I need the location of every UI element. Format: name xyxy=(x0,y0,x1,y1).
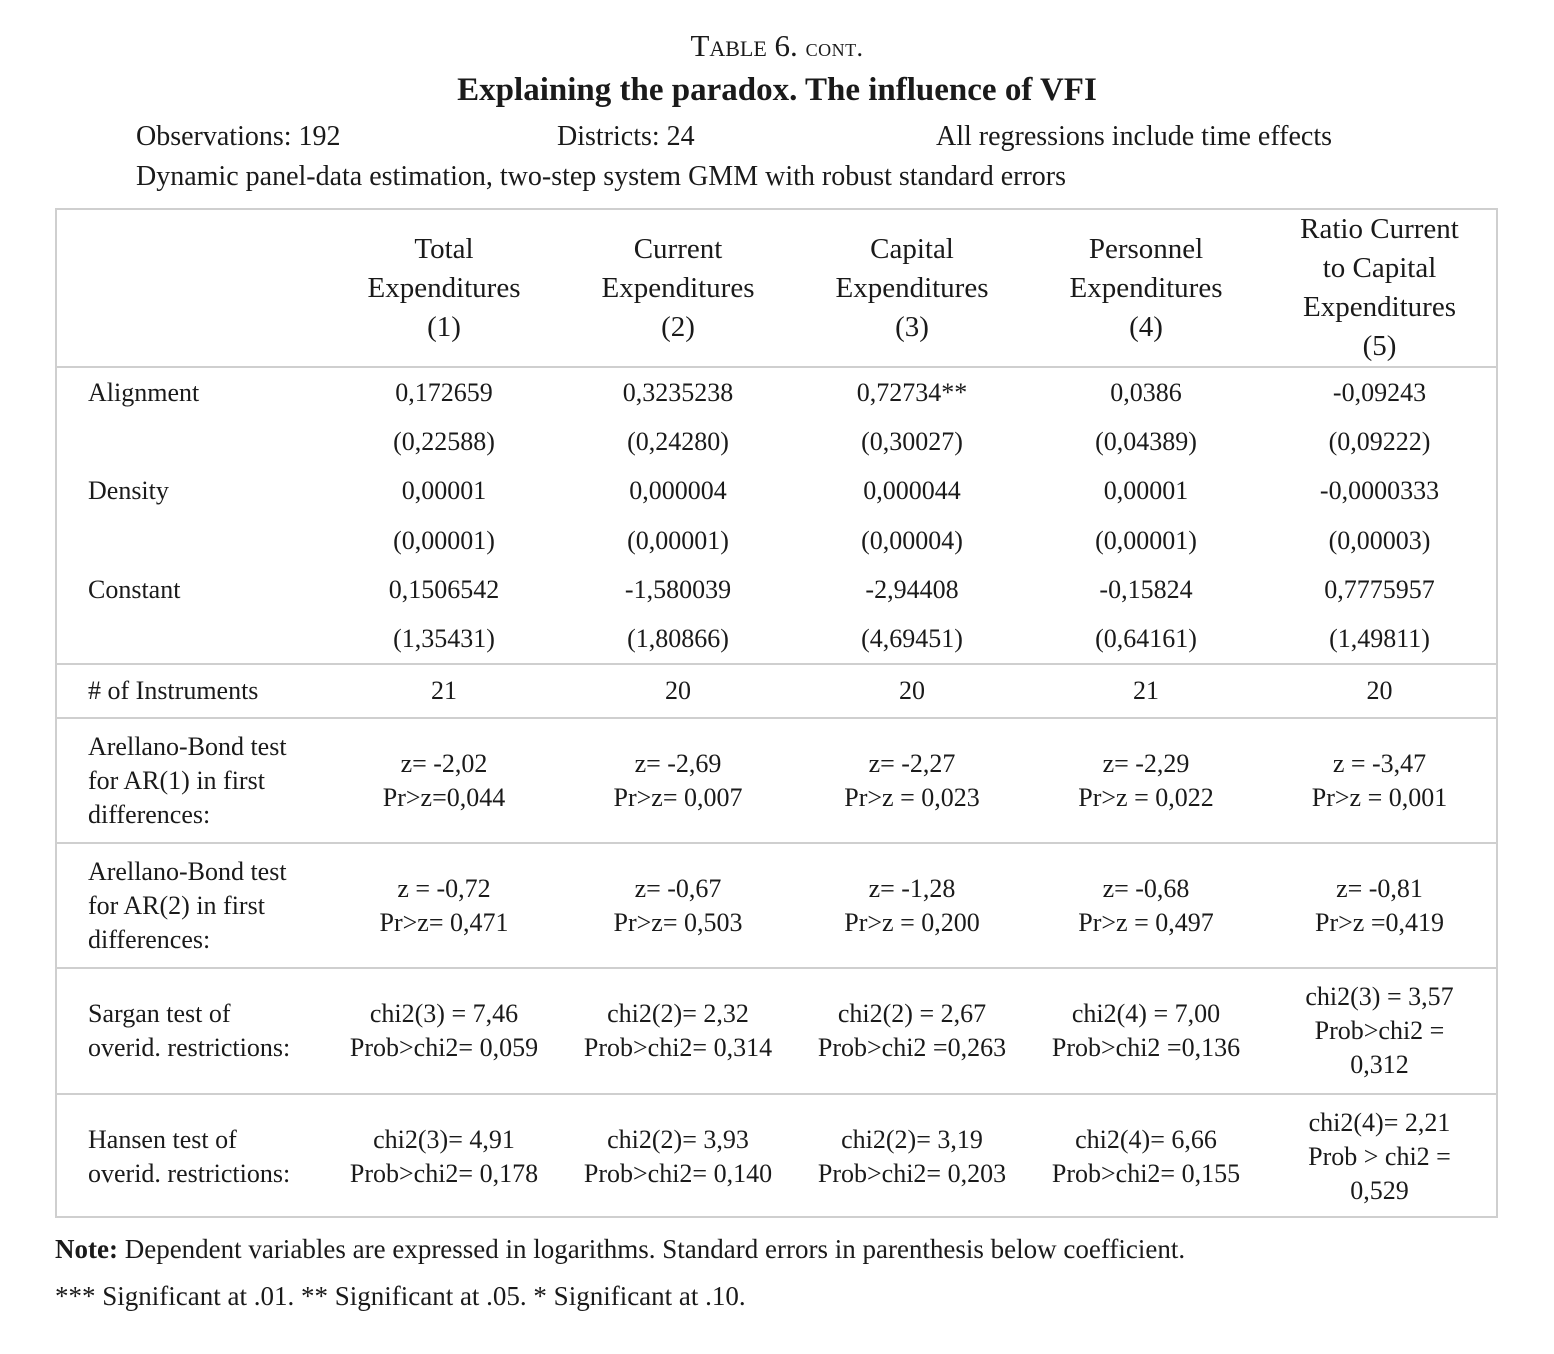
test-line: chi2(4) = 7,00 xyxy=(1071,999,1221,1028)
column-header-line: (5) xyxy=(1362,330,1397,362)
test-line: z= -2,69 xyxy=(634,748,722,778)
table-row-density-se xyxy=(57,516,1496,565)
table-row-density xyxy=(57,466,1496,516)
column-header-line: (4) xyxy=(1129,310,1163,343)
coef-cell: 0,7775957 xyxy=(1324,575,1435,604)
test-cell xyxy=(561,718,795,843)
row-label xyxy=(57,1094,327,1219)
test-cell xyxy=(1029,1094,1263,1219)
row-label-line: Arellano-Bond test xyxy=(88,856,287,886)
column-header-current xyxy=(561,210,795,367)
test-line: z= -1,28 xyxy=(868,873,956,903)
se-cell: (0,64161) xyxy=(1029,615,1263,664)
test-line: Prob > chi2 = xyxy=(1308,1142,1451,1171)
column-header-ratio xyxy=(1263,210,1496,367)
test-line: Pr>z = 0,497 xyxy=(1078,907,1214,937)
test-line: Prob>chi2= 0,178 xyxy=(349,1159,539,1188)
test-cell xyxy=(795,843,1029,968)
column-header-total xyxy=(327,210,561,367)
table-row-instruments xyxy=(57,664,1496,718)
test-cell xyxy=(1029,718,1263,843)
row-label-line: Arellano-Bond test xyxy=(88,731,287,761)
table-row-ar1 xyxy=(57,718,1496,843)
coef-cell: 0,1506542 xyxy=(388,575,500,604)
row-label-line: Hansen test of xyxy=(88,1125,237,1154)
se-cell: (0,00001) xyxy=(1095,525,1197,555)
se-cell: (0,24280) xyxy=(627,426,729,456)
test-line: chi2(2)= 3,93 xyxy=(607,1125,749,1154)
row-label: Alignment xyxy=(88,377,200,407)
column-header-line: Personnel xyxy=(1088,232,1204,265)
coef-cell: -0,09243 xyxy=(1332,377,1427,407)
column-header-line: to Capital xyxy=(1322,252,1437,284)
test-cell xyxy=(1263,843,1496,968)
coef-cell: -2,94408 xyxy=(865,575,959,604)
test-line: Pr>z = 0,001 xyxy=(1311,782,1448,812)
column-header-line: Ratio Current xyxy=(1300,213,1459,245)
test-cell xyxy=(1029,968,1263,1094)
test-line: z= -2,02 xyxy=(400,748,488,778)
row-label: Density xyxy=(88,476,169,505)
row-label-line: differences: xyxy=(88,924,211,954)
test-line: z= -0,81 xyxy=(1336,873,1423,903)
test-line: z = -0,72 xyxy=(397,873,491,903)
table-cont: cont. xyxy=(805,33,864,62)
coef-cell: 0,0386 xyxy=(1110,377,1182,407)
test-line: Prob>chi2 =0,263 xyxy=(817,1033,1007,1062)
row-label xyxy=(57,968,327,1094)
test-line: Prob>chi2= 0,140 xyxy=(583,1159,773,1188)
se-cell: (0,04389) xyxy=(1095,426,1197,456)
table-row-hansen xyxy=(57,1094,1496,1219)
table-label: Table 6. xyxy=(690,28,798,63)
test-cell xyxy=(327,718,561,843)
row-label xyxy=(57,718,327,843)
se-cell: (0,22588) xyxy=(393,426,495,456)
test-line: chi2(4)= 2,21 xyxy=(1308,1108,1451,1137)
test-line: z= -0,68 xyxy=(1102,873,1190,903)
coef-cell: 0,00001 xyxy=(401,476,487,505)
column-header-personnel xyxy=(1029,210,1263,367)
test-line: chi2(2)= 3,19 xyxy=(841,1125,983,1154)
instrument-cell: 20 xyxy=(1263,664,1496,718)
column-header-line: Expenditures xyxy=(601,271,755,304)
test-line: z= -2,27 xyxy=(868,748,956,778)
table-row-alignment xyxy=(57,367,1496,417)
test-line: chi2(4)= 6,66 xyxy=(1075,1125,1217,1154)
coef-cell: 0,000044 xyxy=(863,476,961,505)
column-header-line: Expenditures xyxy=(1302,291,1456,323)
test-cell xyxy=(561,968,795,1094)
coef-cell: 0,00001 xyxy=(1103,476,1189,505)
coef-cell: 0,172659 xyxy=(395,377,493,407)
table-row-constant xyxy=(57,565,1496,615)
instrument-cell: 20 xyxy=(561,664,795,718)
coef-cell: 0,72734** xyxy=(856,377,968,407)
test-line: Pr>z= 0,471 xyxy=(379,907,509,937)
row-label-line: for AR(2) in first xyxy=(88,890,265,920)
test-line: Pr>z = 0,022 xyxy=(1078,782,1214,812)
se-cell: (0,00004) xyxy=(861,525,963,555)
significance-note: *** Significant at .01. ** Significant at .05. * Significant at .10. xyxy=(55,1281,746,1311)
se-cell: (4,69451) xyxy=(795,615,1029,664)
test-cell xyxy=(1263,718,1496,843)
column-header-line: Capital xyxy=(870,232,954,265)
column-header-line: Total xyxy=(414,232,474,265)
se-cell: (1,35431) xyxy=(327,615,561,664)
test-line: chi2(3) = 7,46 xyxy=(369,999,519,1028)
empty-label-cell xyxy=(57,516,327,565)
test-line: Pr>z = 0,023 xyxy=(844,782,980,812)
table-note xyxy=(55,1233,1185,1265)
instrument-cell: 21 xyxy=(327,664,561,718)
test-line: z= -2,29 xyxy=(1102,748,1190,778)
test-line: z = -3,47 xyxy=(1332,748,1427,778)
test-line: 0,529 xyxy=(1350,1176,1409,1205)
empty-label-cell xyxy=(57,615,327,664)
observations-info: Observations: 192 xyxy=(136,121,341,152)
note-text: Dependent variables are expressed in logarithms. Standard errors in parenthesis below coefficient. xyxy=(117,1234,1186,1264)
test-line: Pr>z =0,419 xyxy=(1315,907,1444,937)
test-line: Prob>chi2= 0,155 xyxy=(1051,1159,1241,1188)
districts-info: Districts: 24 xyxy=(557,121,695,152)
test-cell xyxy=(795,1094,1029,1219)
table-row-ar2 xyxy=(57,843,1496,968)
empty-label-cell xyxy=(57,417,327,466)
column-header-line: (1) xyxy=(427,310,461,343)
column-header-capital xyxy=(795,210,1029,367)
row-label xyxy=(57,843,327,968)
test-line: Prob>chi2= 0,203 xyxy=(817,1159,1007,1188)
test-cell xyxy=(1029,843,1263,968)
table-row-alignment-se xyxy=(57,417,1496,466)
test-cell xyxy=(1263,968,1496,1094)
row-label-line: overid. restrictions: xyxy=(88,1159,291,1188)
test-line: Prob>chi2 = xyxy=(1314,1016,1445,1045)
row-label: Constant xyxy=(88,575,181,604)
test-cell xyxy=(561,1094,795,1219)
column-header-line: Expenditures xyxy=(835,271,989,304)
se-cell: (0,00003) xyxy=(1328,525,1431,555)
se-cell: (0,00001) xyxy=(627,525,729,555)
test-line: Pr>z = 0,200 xyxy=(844,907,980,937)
test-cell xyxy=(795,968,1029,1094)
test-line: Pr>z= 0,007 xyxy=(613,782,743,812)
time-effects-info: All regressions include time effects xyxy=(936,121,1333,152)
se-cell: (0,00001) xyxy=(393,525,495,555)
test-line: Prob>chi2 =0,136 xyxy=(1051,1033,1241,1062)
row-label-line: for AR(1) in first xyxy=(88,765,265,795)
test-line: chi2(3)= 4,91 xyxy=(373,1125,515,1154)
test-cell xyxy=(795,718,1029,843)
test-line: Pr>z=0,044 xyxy=(382,782,506,812)
note-label: Note: xyxy=(55,1234,118,1264)
row-label-line: overid. restrictions: xyxy=(88,1033,291,1062)
test-line: chi2(2) = 2,67 xyxy=(837,999,987,1028)
regression-table xyxy=(57,210,1496,1219)
table-subtitle: Explaining the paradox. The influence of VFI xyxy=(457,72,1097,108)
column-header-line: (3) xyxy=(895,310,929,343)
row-label: # of Instruments xyxy=(57,664,327,718)
se-cell: (1,49811) xyxy=(1263,615,1496,664)
table-header-row xyxy=(57,210,1496,367)
test-cell xyxy=(327,1094,561,1219)
test-line: chi2(2)= 2,32 xyxy=(607,999,749,1028)
test-line: Prob>chi2= 0,314 xyxy=(583,1033,773,1062)
method-info: Dynamic panel-data estimation, two-step system GMM with robust standard errors xyxy=(136,161,1067,192)
coef-cell: 0,3235238 xyxy=(622,377,734,407)
test-line: 0,312 xyxy=(1350,1050,1409,1079)
test-line: chi2(3) = 3,57 xyxy=(1305,982,1454,1011)
coef-cell: -1,580039 xyxy=(624,575,732,604)
test-line: Pr>z= 0,503 xyxy=(613,907,743,937)
coef-cell: -0,0000333 xyxy=(1319,476,1440,505)
table-row-sargan xyxy=(57,968,1496,1094)
table-row-constant-se xyxy=(57,615,1496,664)
column-header-line: Current xyxy=(633,232,723,265)
instrument-cell: 21 xyxy=(1029,664,1263,718)
column-header-line: Expenditures xyxy=(1069,271,1223,304)
header-empty-cell xyxy=(57,210,327,367)
column-header-line: (2) xyxy=(661,310,695,343)
se-cell: (0,30027) xyxy=(861,426,963,456)
se-cell: (1,80866) xyxy=(561,615,795,664)
se-cell: (0,09222) xyxy=(1328,426,1431,456)
column-header-line: Expenditures xyxy=(367,271,521,304)
table-title xyxy=(0,28,1554,66)
test-line: Prob>chi2= 0,059 xyxy=(349,1033,539,1062)
test-line: z= -0,67 xyxy=(634,873,722,903)
test-cell xyxy=(327,968,561,1094)
test-cell xyxy=(327,843,561,968)
test-cell xyxy=(1263,1094,1496,1219)
row-label-line: differences: xyxy=(88,799,211,829)
row-label-line: Sargan test of xyxy=(88,999,231,1028)
coef-cell: 0,000004 xyxy=(629,476,727,505)
test-cell xyxy=(561,843,795,968)
coef-cell: -0,15824 xyxy=(1099,575,1193,604)
instrument-cell: 20 xyxy=(795,664,1029,718)
